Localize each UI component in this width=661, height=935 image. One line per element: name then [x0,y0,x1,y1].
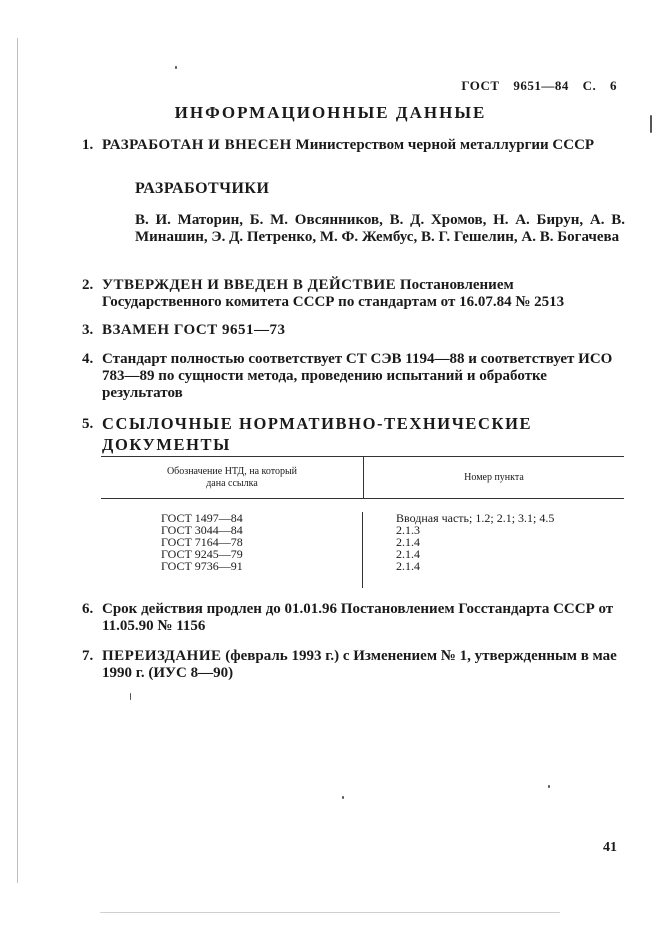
table-cell-doc: ГОСТ 9245—79 [161,547,243,561]
item-text: Постановлением Государственного комитета СССР по стандартам от 16.07.84 № 2513 [102,277,565,310]
table-cell-clause: 2.1.3 [396,523,420,537]
item-number: 7. [82,648,94,664]
table-cell-clause: 2.1.4 [396,535,420,549]
table-cell-clause: 2.1.4 [396,547,420,561]
item-number: 6. [82,601,94,617]
item-caps: УТВЕРЖДЕН И ВВЕДЕН В ДЕЙСТВИЕ [102,277,397,293]
table-cell-clause: 2.1.4 [396,559,420,573]
item-6 [82,601,624,635]
references-table [101,456,624,588]
developers-heading: РАЗРАБОТЧИКИ [135,180,270,197]
item-number: 4. [82,351,94,367]
header-page-number: 6 [610,78,617,93]
item-caps: РАЗРАБОТАН И ВНЕСЕН [102,137,292,153]
table-header-clause: Номер пункта [464,471,524,483]
item-text: Стандарт полностью соответствует СТ СЭВ 1194—88 и соответствует ИСО 783—89 по сущности метода, проведению испытаний и обработке результатов [102,351,613,401]
page-title: ИНФОРМАЦИОННЫЕ ДАННЫЕ [174,103,487,122]
item-7 [82,648,624,682]
item-caps: ССЫЛОЧНЫЕ НОРМАТИВНО-ТЕХНИЧЕСКИЕ ДОКУМЕНТЫ [102,414,533,454]
item-1 [82,137,624,154]
scan-speck [342,796,344,799]
item-caps: ВЗАМЕН ГОСТ 9651—73 [102,322,286,338]
item-number: 3. [82,322,94,338]
item-text: Срок действия продлен до 01.01.96 Постановлением Госстандарта СССР от 11.05.90 № 1156 [102,601,614,634]
item-number: 1. [82,137,94,153]
table-cell-doc: ГОСТ 9736—91 [161,559,243,573]
item-5 [82,414,624,456]
item-text: (февраль 1993 г.) с Изменением № 1, утвержденным в мае 1990 г. (ИУС 8—90) [102,648,617,681]
table-header [101,457,624,499]
scan-margin-line [17,38,18,883]
scan-speck [130,693,131,700]
item-text: Министерством черной металлургии СССР [295,137,595,153]
standard-label: ГОСТ [461,78,500,93]
item-number: 5. [82,416,94,432]
table-cell-doc: ГОСТ 1497—84 [161,511,243,525]
page-number: 41 [603,840,617,855]
scan-speck [175,66,177,69]
doc-column [101,512,363,588]
table-cell-doc: ГОСТ 7164—78 [161,535,243,549]
clause-column [363,512,624,588]
standard-number: 9651—84 [513,78,569,93]
developers-list: В. И. Маторин, Б. М. Овсянников, В. Д. Хромов, Н. А. Бирун, А. В. Минашин, Э. Д. Петренко, М. Ф. Жембус, В. Г. Гешелин, А. В. Богачева [135,212,625,245]
scan-speck [548,785,550,788]
scan-speck [650,115,652,133]
item-2 [82,277,624,311]
table-cell-clause: Вводная часть; 1.2; 2.1; 3.1; 4.5 [396,511,555,525]
item-4 [82,351,624,402]
scan-noise-band [100,912,560,913]
item-3 [82,322,624,339]
table-cell-doc: ГОСТ 3044—84 [161,523,243,537]
page-header [451,78,617,94]
item-caps: ПЕРЕИЗДАНИЕ [102,648,222,664]
table-body [101,499,624,588]
table-header-doc-text: Обозначение НТД, на который дана ссылка [166,465,298,489]
page-label: С. [582,78,597,93]
table-header-doc [101,457,364,498]
item-number: 2. [82,277,94,293]
